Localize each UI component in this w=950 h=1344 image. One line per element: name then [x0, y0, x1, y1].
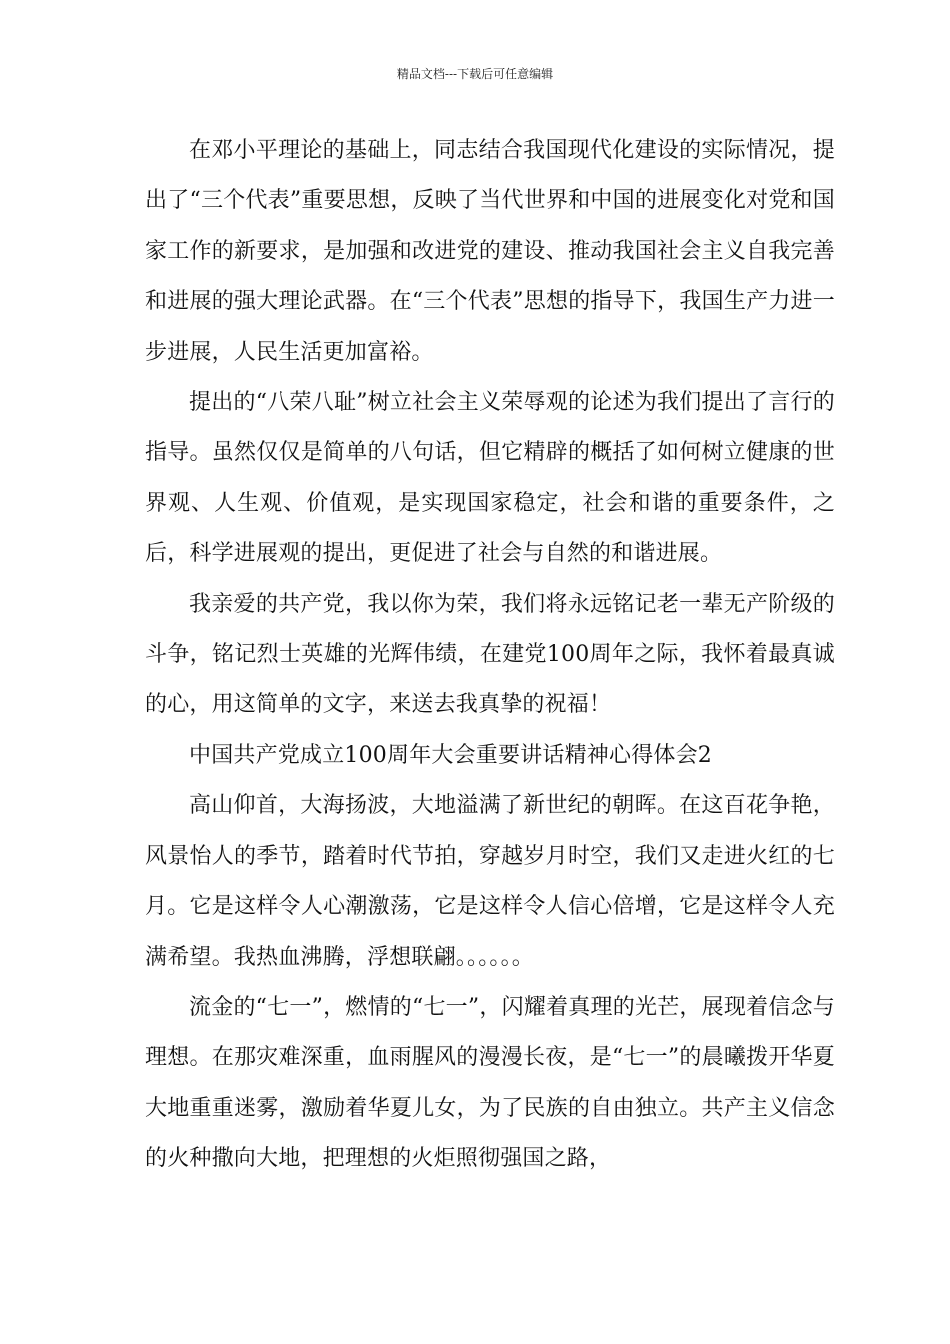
document-body [145, 126, 835, 1185]
paragraph-party-blessing: 我亲爱的共产党，我以你为荣，我们将永远铭记老一辈无产阶级的斗争，铭记烈士英雄的光辉伟绩，在建党100周年之际，我怀着最真诚的心，用这简单的文字，来送去我真挚的祝福！ [145, 591, 835, 718]
paragraph-honor-shame: 提出的“八荣八耻”树立社会主义荣辱观的论述为我们提出了言行的指导。虽然仅仅是简单的八句话，但它精辟的概括了如何树立健康的世界观、人生观、价值观，是实现国家稳定，社会和谐的重要条件，之后，科学进展观的提出，更促进了社会与自然的和谐进展。 [145, 390, 835, 567]
paragraph-mountains: 高山仰首，大海扬波，大地溢满了新世纪的朝晖。在这百花争艳，风景怡人的季节，踏着时代节拍，穿越岁月时空，我们又走进火红的七月。它是这样令人心潮激荡，它是这样令人信心倍增，它是这样令人充满希望。我热血沸腾，浮想联翩。。。。。。 [145, 793, 835, 970]
paragraph-three-represents: 在邓小平理论的基础上，同志结合我国现代化建设的实际情况，提出了“三个代表”重要思想，反映了当代世界和中国的进展变化对党和国家工作的新要求，是加强和改进党的建设、推动我国社会主义自我完善和进展的强大理论武器。在“三个代表”思想的指导下，我国生产力进一步进展，人民生活更加富裕。 [145, 138, 835, 365]
page-header: 精品文档---下载后可任意编辑 [396, 67, 554, 81]
section-heading: 中国共产党成立100周年大会重要讲话精神心得体会2 [189, 742, 712, 768]
paragraph-july-first: 流金的“七一”，燃情的“七一”，闪耀着真理的光芒，展现着信念与理想。在那灾难深重，血雨腥风的漫漫长夜，是“七一”的晨曦拨开华夏大地重重迷雾，激励着华夏儿女，为了民族的自由独立。共产主义信念的火种撒向大地，把理想的火炬照彻强国之路， [145, 994, 835, 1172]
